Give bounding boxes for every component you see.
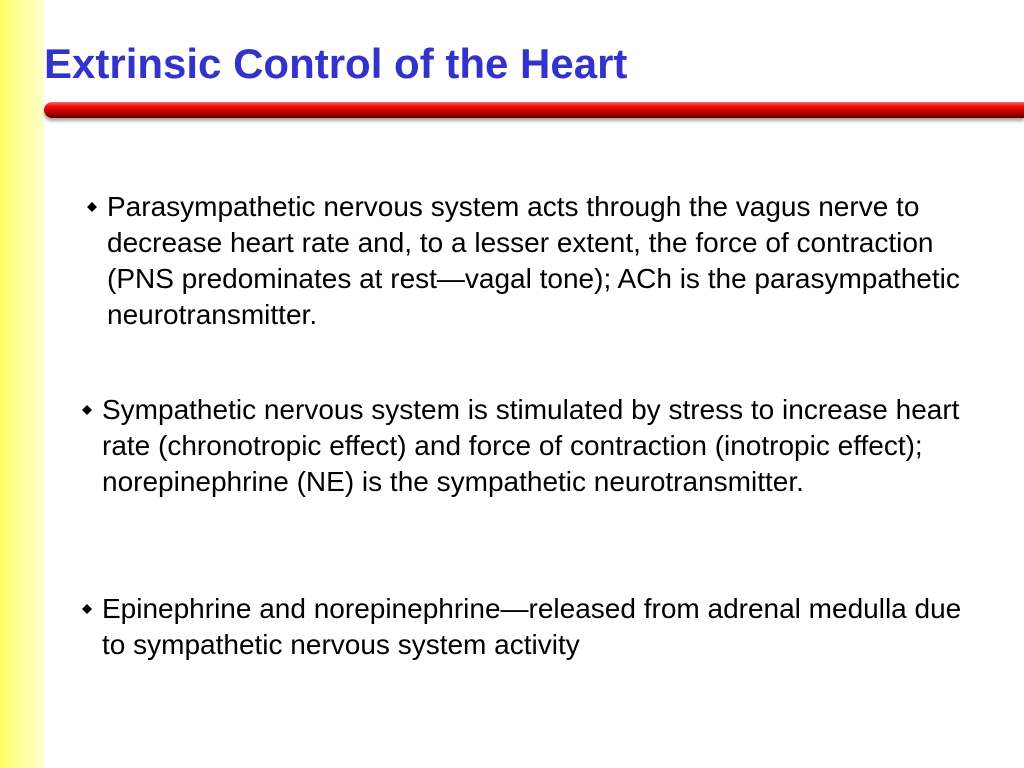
slide-title: Extrinsic Control of the Heart xyxy=(44,40,628,87)
bullet-item xyxy=(79,392,984,500)
diamond-bullet-icon xyxy=(84,199,100,215)
bullet-item xyxy=(84,189,984,333)
bullet-text: Parasympathetic nervous system acts through the vagus nerve to decrease heart rate and, to a lesser extent, the force of contraction (PNS predominates at rest—vagal tone); ACh is the parasympathetic neurotransmitter. xyxy=(107,191,960,330)
diamond-bullet-icon xyxy=(79,601,95,617)
title-divider-bar xyxy=(44,102,1024,118)
diamond-bullet-icon xyxy=(79,402,95,418)
bullet-text: Sympathetic nervous system is stimulated by stress to increase heart rate (chronotropic effect) and force of contraction (inotropic effect); norepinephrine (NE) is the sympathetic neurotransmitter. xyxy=(102,394,960,497)
bullet-item xyxy=(79,591,984,663)
left-accent-strip xyxy=(0,0,44,768)
bullet-text: Epinephrine and norepinephrine—released from adrenal medulla due to sympathetic nervous system activity xyxy=(102,593,962,660)
